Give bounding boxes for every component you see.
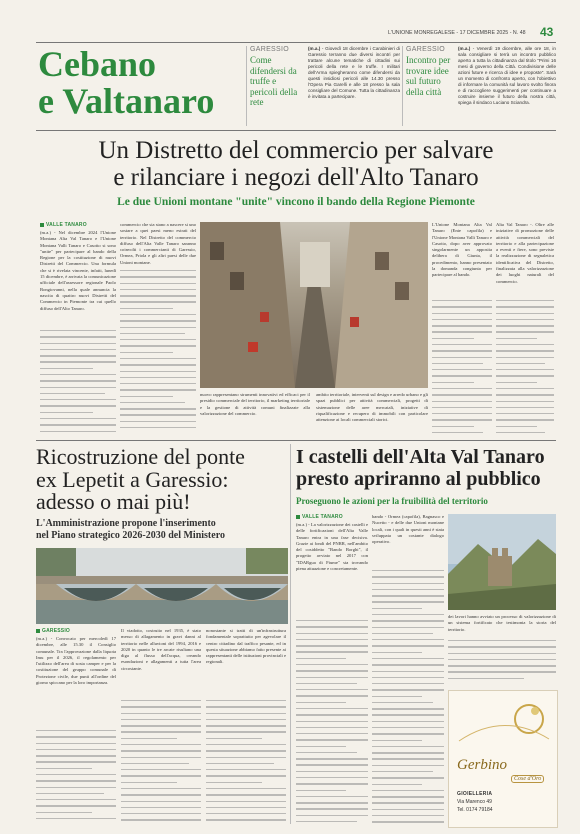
teaser-place: GARESSIO [406,46,445,53]
bridge-illustration [36,548,288,624]
ponte-photo [36,548,288,624]
article-ponte-headline [36,446,286,514]
ponte-col-2: Il viadotto, costruito nel 1935, è stato messo di allagamento in gravi danni al territorio nelle alluvioni del 1994, 2016 e 2020 in quanto le tre arcate risultano una diga al flusso dell'acqua, creando esondazioni e allagamenti a tutta l'area circostante. [121,628,201,671]
article-castelli-headline [296,446,558,490]
ad-phone: Tel. 0174 79184 [457,807,493,813]
ponte-headline-line3: adesso o mai più! [36,489,191,514]
main-headline-line2: e rilanciare i negozi dell'Alto Tanaro [113,164,479,191]
section-label: VALLE TANARO [296,514,343,520]
ponte-col-3: nonostante si tratti di un'infrastruttura fondamentale soprattutto per agevolare il centro cittadino dal traffico pesante, ed in questa situazione abbiamo fatto presente ai rappresentanti delle istituzioni provinciali e regionali. [206,628,286,665]
main-col-6: Alta Val Tanaro -. Oltre alle iniziative di promozione delle attività commerciali del territorio e alla partecipazione a eventi e fiere, sono previste la realizzazione di segnaletica identificativa del Distretto, finalizzata alla valorizzazione dei luoghi naturali del commercio. [496,222,554,284]
main-photo-street [200,222,428,388]
ad-tagline: Cose d'Oro [511,775,544,783]
main-col-1: (m.a.) - Nel dicembre 2024 l'Unione Montana Alta Val Tanaro e l'Unione Montana Valli Tanaro e Casotto si sono "unite" per partecipare al bando della Regione per la costituzione di nuovi Distretti del Commercio. Una formula che si è rivelata vincente, infatti, lunedì 15 dicembre, è arrivata la comunicazione ufficiale dell'assessore regionale Paolo Bongiovanni, nella quale annuncia la nascita di quattro nuovi Distretti del Commercio in Piemonte tra cui quello diffuso dell'Alto Tanaro. [40,230,116,311]
teaser-title: Incontro per trovare idee sul futuro della città [406,55,451,97]
ponte-headline-line1: Ricostruzione del ponte [36,444,245,469]
teaser-garessio-incontro [406,46,556,105]
teaser-lead: (m.a.) [458,46,471,51]
teaser-place: GARESSIO [250,46,289,53]
teaser-body: - Venerdì 19 dicembre, alle ore 18, in sala consigliare si terrà un incontro pubblico aperto a tutta la cittadinanza dal titolo "Primi 16 mesi di governo della Città. Condivisione delle azioni future e ricerca di idee e proposte". Sarà un momento di confronto aperto, con l'obiettivo di informare la comunità sul lavoro svolto finora e di raccogliere suggerimenti per continuare a costruire insieme il futuro della nostra città, spiega il sindaco Luciano Sciandra. [458,46,556,105]
castelli-col-2: bando - Ormea (capofila), Bagnasco e Nucetto - e delle due Unioni montane locali, con i quali in questi anni è stata sviluppata un costante dialogo operativo. [372,514,444,545]
teaser-title: Come difendersi da truffe e pericoli della rete [250,55,298,107]
castelli-photo [448,514,556,610]
main-col-2: commercio che sia stano a nascere si uno sostare a quei paesi meno estrati del territorio. Nel Distretto del commercio diffuso dell'Alta Valle Tanaro saranno coinvolti i commercianti di Garessio, Ormea, Priola e gli altri paesi delle due Unioni montane. [120,222,196,265]
main-headline [40,137,552,191]
article-castelli-subtitle: Proseguono le azioni per la fruibilità del territorio [296,496,488,506]
ad-address: Via Marenco 49 [457,799,492,805]
street-illustration [200,222,428,388]
ponte-col-1: (m.a.) - Convocato per mercoledì 17 dicembre, alle 15.30 il Consiglio comunale. Tra l'approvazione dalla liquota Imu per il 2026, il regolamento per l'utilizzo dell'area di sosta camper e per la costituzione del gruppo comunale di Protezione civile, due punti all'ordine del giorno spiccano per la loro importanza. [36,636,116,686]
main-headline-line1: Un Distretto del commercio per salvare [98,137,494,164]
ad-brand: Gerbino [457,757,507,773]
article-ponte-subtitle [36,518,288,542]
teaser-body: - Giovedì 18 dicembre i Carabinieri di Garessio terranno due diversi incontri per trattare alcune tematiche di cittadini sui pericoli della rete e le truffe. I militari dell'Arma spiegheranno come difendersi da questi insidiosi pericoli alle 14.30 presso l'Opera Pia Garelli e alle 18 presso la sala consigliare del Comune. Tutta la cittadinanza è invitata a partecipare. [308,46,400,99]
castelli-headline-line1: I castelli dell'Alta Val Tanaro [296,446,545,468]
ad-gerbino[interactable] [448,690,558,828]
castelli-col-1: (m.a.) - La valorizzazione dei castelli e delle fortificazioni dell'Alta Valle Tanaro entra in una fase decisiva. Grazie ai fondi del PNRR, nell'ambito del cosiddetto "Bando Borghi", il progetto avviato nel 2017 con "IDARgua di Fiume" sta trovando piena attuazione e concretamente. [296,522,368,572]
ponte-subtitle-line2: nel Piano strategico 2026-2030 del Ministero [36,530,225,541]
castelli-col-3: dei lavori hanno avviato un processo di valorizzazione di un sistema fortificato che testimonia la storia del territorio. [448,614,556,632]
main-col-3: nuovo rappresentano strumenti innovativi ed efficaci per il presidio commerciale del territorio, il marketing territoriale e la gestione di attività comuni finalizzate alla valorizzazione del commercio. [200,392,310,416]
teaser-garessio-truffe [250,46,402,107]
teaser-text [308,46,400,126]
ad-shop: GIOIELLERIA [457,791,493,797]
section-title-line2: e Valtanaro [38,81,215,121]
main-col-4: ambito territoriale, interventi sul design e arredo urbano e gli spazi pubblici per attività commerciali, progetti di sistemazione delle aree mercatali, iniziative di riqualificazione e recupero di immobili con particolare attenzione ai locali commerciali storici. [316,392,428,423]
page-number: 43 [540,25,554,39]
masthead-info: L'UNIONE MONREGALESE - 17 DICEMBRE 2025 - N. 48 [388,30,526,36]
teaser-text [458,46,556,126]
section-label: VALLE TANARO [40,222,87,228]
jewel-icon [449,691,557,761]
main-col-5: L'Unione Montana Alta Val Tanaro (Ente capofila) e l'Unione Montana Valli Tanaro e Casotto, dopo aver approvato singolarmente un apposita delibera di Giunta, il procedimento, hanno presentato la domanda congiunta per partecipare al bando. [432,222,492,278]
ponte-subtitle-line1: L'Amministrazione propone l'inserimento [36,518,216,529]
teaser-lead: (m.a.) [308,46,321,51]
ponte-headline-line2: ex Lepetit a Garessio: [36,466,229,492]
section-title [38,46,214,120]
main-subtitle: Le due Unioni montane "unite" vincono il bando della Regione Piemonte [117,196,475,208]
castelli-headline-line2: presto apriranno al pubblico [296,468,541,490]
section-title-line1: Cebano [38,44,157,84]
section-label: GARESSIO [36,628,70,634]
castle-illustration [448,514,556,610]
